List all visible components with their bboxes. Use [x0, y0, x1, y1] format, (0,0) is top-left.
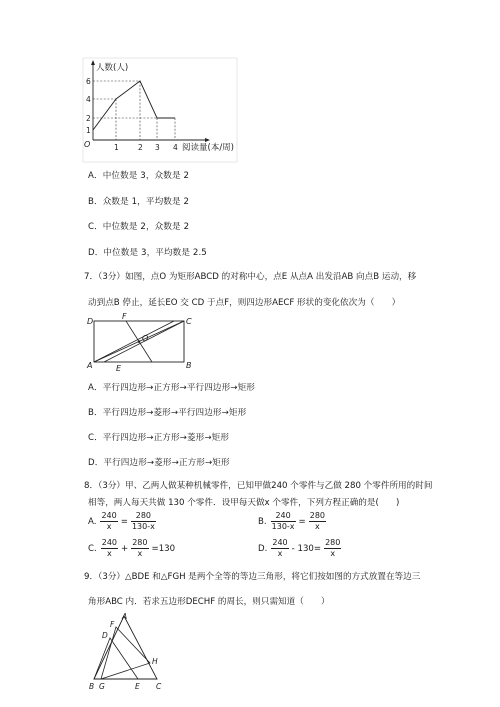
y-tick-4: 4 — [86, 95, 91, 104]
q7-option-d[interactable]: D．平行四边形→菱形→正方形→矩形 — [88, 458, 230, 468]
x-tick-4: 4 — [173, 143, 178, 152]
x-axis-arrow — [205, 138, 210, 142]
label-d: D — [102, 631, 108, 640]
reading-chart — [82, 57, 242, 165]
q8-stem-line1: 8．（3分）甲、乙两人做某种机械零件，已知甲做240 个零件与乙做 280 个零件所用的时间 — [84, 481, 433, 491]
q9-stem-line2: 角形ABC 内．若求五边形DECHF 的周长，则只需知道（ ） — [88, 597, 330, 607]
segment-af — [94, 321, 174, 362]
y-tick-1: 1 — [86, 126, 91, 135]
q6-option-d[interactable]: D．中位数是 3，平均数是 2.5 — [88, 248, 207, 258]
label-f: F — [122, 313, 127, 321]
label-g: G — [99, 682, 105, 691]
data-line — [93, 81, 175, 130]
label-f: F — [110, 620, 115, 629]
q8-stem-line2: 相等，两人每天共做 130 个零件．设甲每天做x 个零件，下列方程正确的是( ) — [88, 498, 400, 508]
q8-option-a[interactable]: A. $\frac{240}{x}$ = $\frac{280}{130-x}$ — [88, 511, 155, 531]
q8-option-b[interactable]: B. $\frac{240}{130-x}$ = $\frac{280}{x}$ — [258, 511, 326, 531]
q7-option-c[interactable]: C．平行四边形→正方形→菱形→矩形 — [88, 433, 230, 443]
label-b: B — [186, 361, 192, 370]
label-c: C — [156, 682, 162, 691]
y-axis-arrow — [91, 60, 95, 65]
x-tick-3: 3 — [155, 143, 160, 152]
q8-option-d[interactable]: D. $\frac{240}{x}$ - 130= $\frac{280}{x}$ — [258, 538, 341, 558]
label-b: B — [89, 682, 95, 691]
dashed-guides — [93, 81, 175, 140]
label-e: E — [135, 682, 140, 691]
q6-option-c[interactable]: C．中位数是 2，众数是 2 — [88, 222, 190, 232]
q9-stem-line1: 9．（3分）△BDE 和△FGH 是两个全等的等边三角形，将它们按如图的方式放置在等边三 — [84, 572, 421, 582]
q7-option-b[interactable]: B．平行四边形→菱形→平行四边形→矩形 — [88, 408, 247, 418]
q8-option-c[interactable]: C. $\frac{240}{x}$ + $\frac{280}{x}$ =130 — [88, 538, 176, 558]
x-tick-1: 1 — [114, 143, 119, 152]
x-axis-label: 阅读量(本/周) — [182, 143, 234, 153]
q9-triangle-figure — [86, 612, 172, 692]
q6-option-a[interactable]: A．中位数是 3，众数是 2 — [88, 171, 190, 181]
y-tick-2: 2 — [86, 114, 91, 123]
label-e: E — [116, 364, 122, 373]
y-axis-label: 人数(人) — [96, 63, 129, 73]
y-tick-6: 6 — [86, 77, 91, 86]
label-d: D — [87, 317, 94, 326]
q7-stem-line1: 7．（3分）如图，点O 为矩形ABCD 的对称中心，点E 从点A 出发沿AB 向点B 运动，移 — [84, 272, 417, 282]
x-tick-2: 2 — [138, 143, 143, 152]
center-point-o — [138, 340, 141, 343]
q7-option-a[interactable]: A．平行四边形→正方形→平行四边形→矩形 — [88, 383, 255, 393]
triangle-bde — [94, 638, 138, 679]
label-h: H — [152, 657, 158, 666]
label-a: A — [87, 361, 93, 370]
triangle-fgh — [101, 627, 150, 679]
label-a: A — [122, 612, 128, 621]
q7-rectangle-figure — [86, 313, 202, 373]
label-o: O — [142, 334, 149, 343]
q6-option-b[interactable]: B．众数是 1，平均数是 2 — [88, 197, 190, 207]
origin-label: O — [84, 140, 91, 149]
q7-stem-line2: 动到点B 停止，延长EO 交 CD 于点F，则四边形AECF 形状的变化依次为（ ） — [88, 298, 401, 308]
label-c: C — [186, 317, 192, 326]
